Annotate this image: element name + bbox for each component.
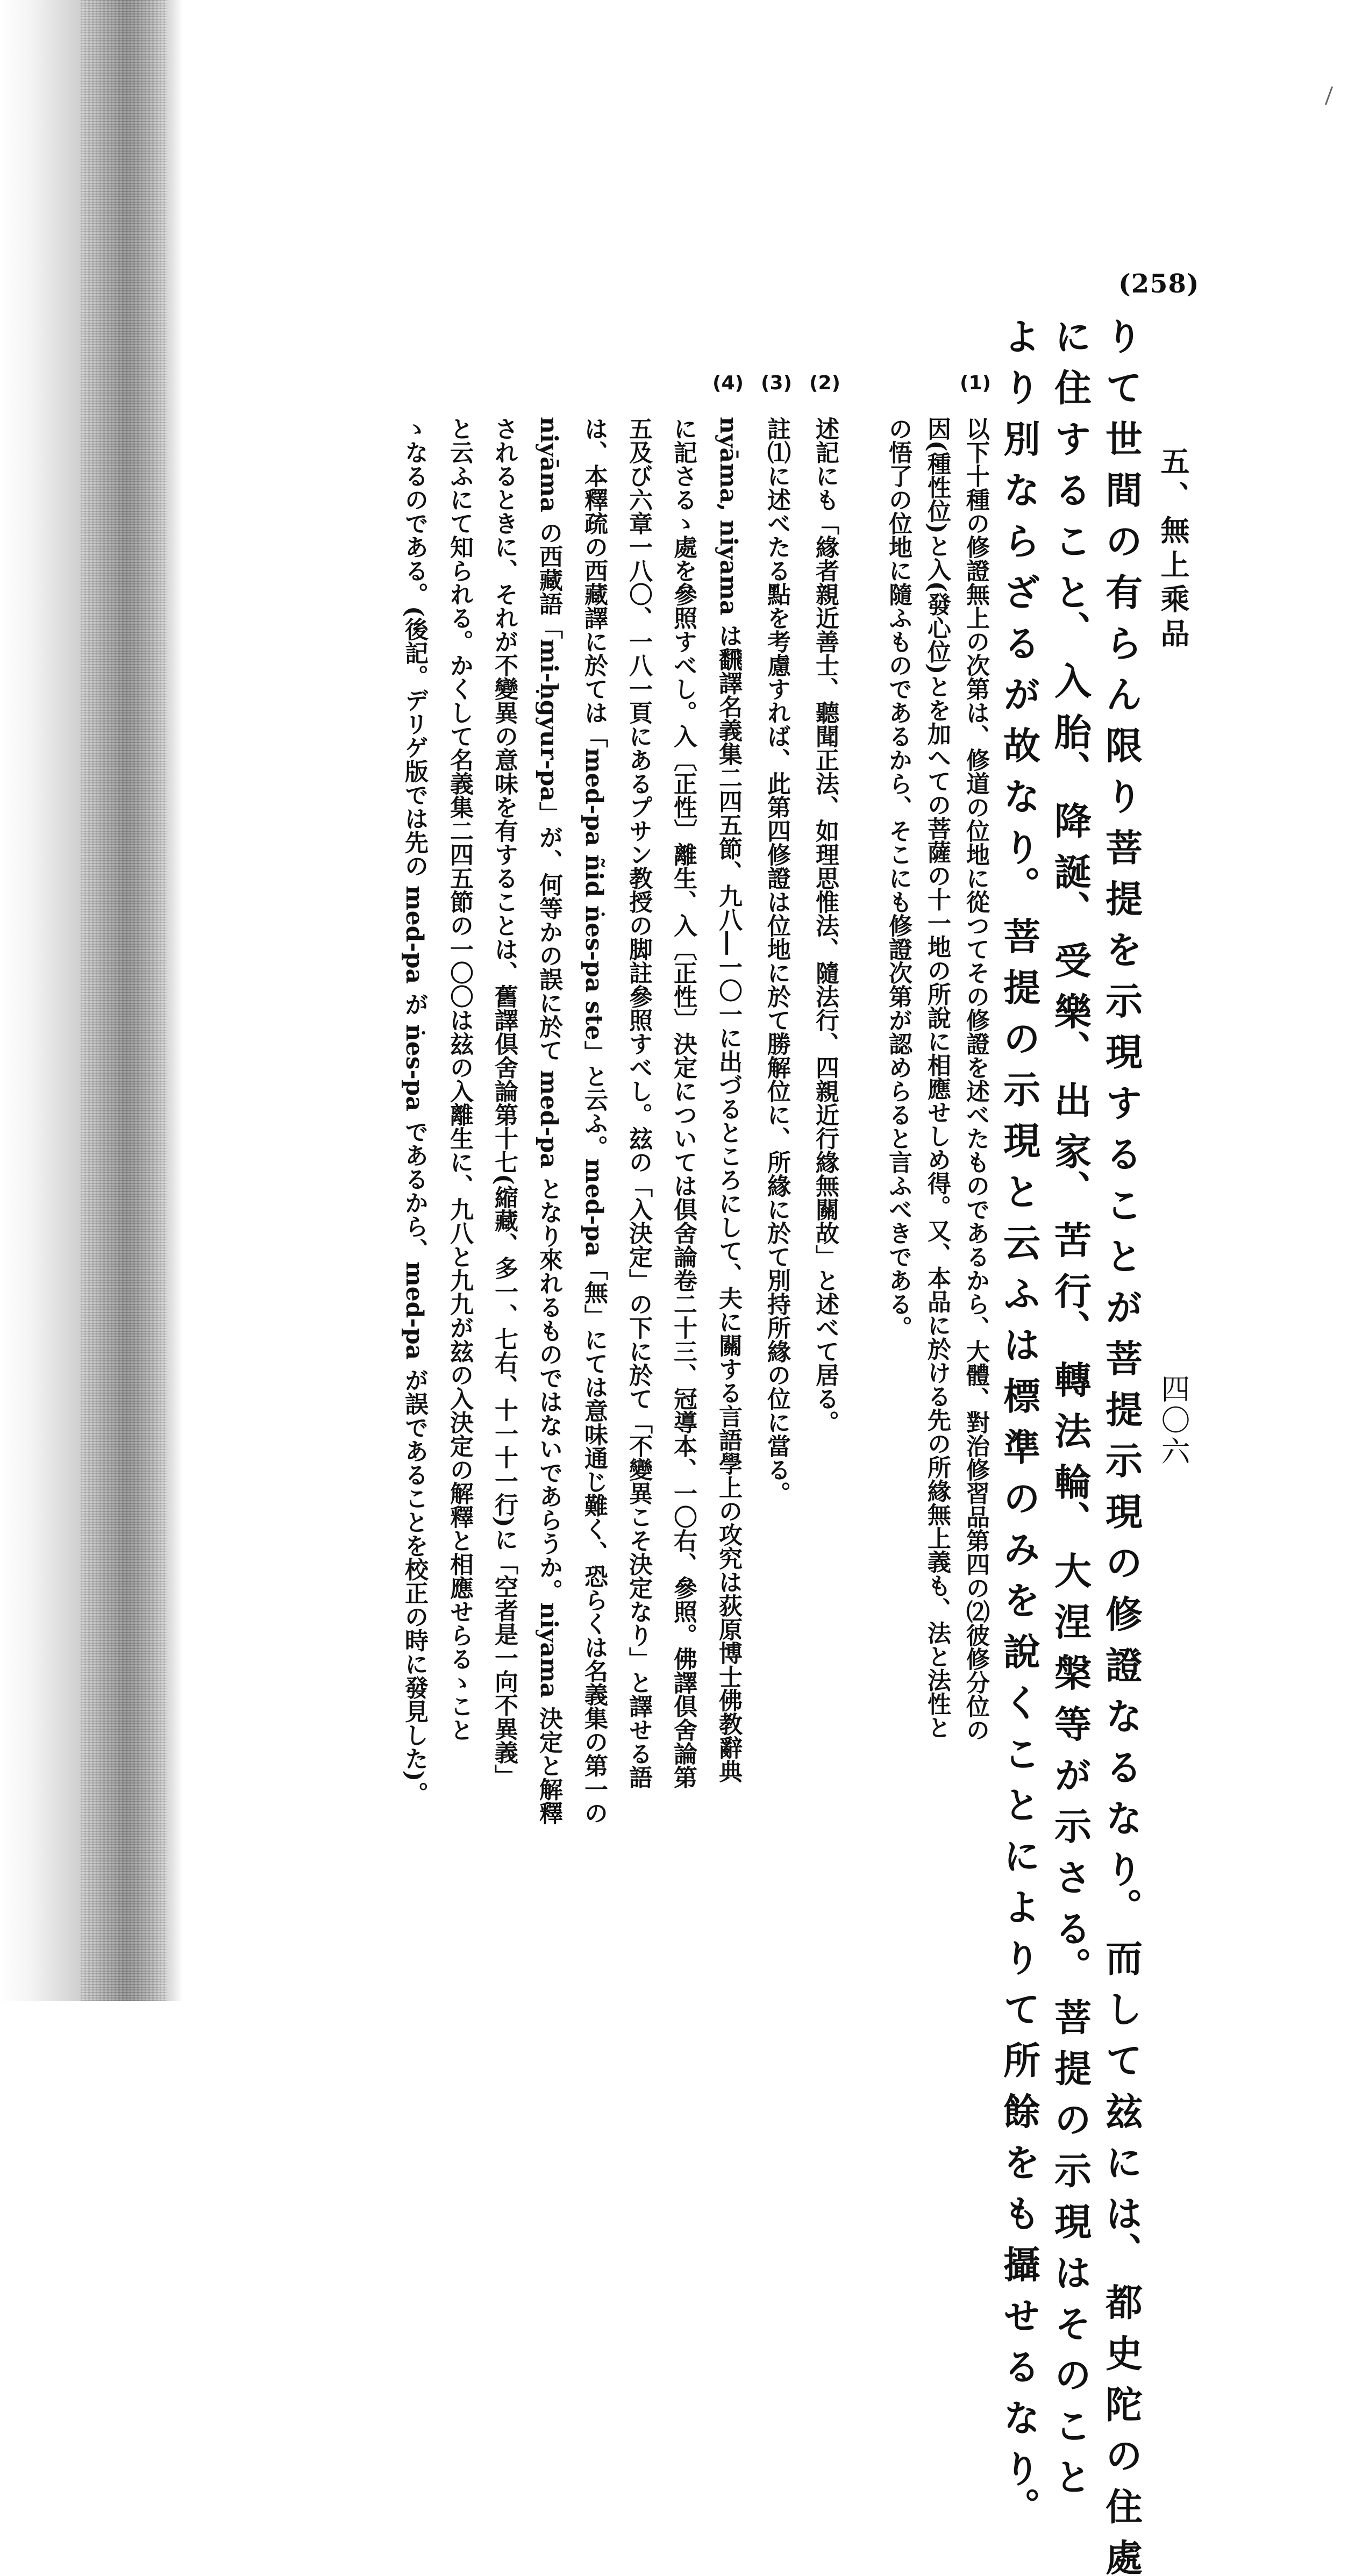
note-3-line-1: 註⑴に述べたる點を考慮すれば、此第四修證は位地に於て勝解位に、所緣に於て別持所緣の位に當る。 bbox=[763, 417, 790, 1505]
note-4-line-3: 五及び六章一八〇、一八一頁にあるプサン教授の脚註參照すべし。玆の「入決定」の下に於て「不變異こそ決定なり」と譯せる語 bbox=[625, 417, 652, 1789]
note-marker-2: (2) bbox=[809, 372, 840, 394]
stray-mark bbox=[1325, 87, 1333, 105]
note-marker-1: (1) bbox=[960, 372, 991, 394]
note-4-line-8: ゝなるのである。(後記。デリゲ版では先の med-pa が ṅes-pa であるから、med-pa が誤であることを校正の時に發見した)。 bbox=[401, 417, 428, 1806]
chapter-title: 五、無上乘品 bbox=[1156, 446, 1190, 653]
note-4-line-4: は、本釋疏の西藏譯に於ては「med-pa ñid ṅes-pa ste」と云ふ。med-pa「無」にては意味通じ難く、恐らくは名義集の第一の bbox=[580, 417, 608, 1825]
note-1-line-3: の悟了の位地に隨ふものであるから、そこにも修證次第が認めらると言ふべきである。 bbox=[885, 417, 912, 1339]
note-2-line-1: 述記にも「緣者親近善士、聽聞正法、如理思惟法、隨法行、四親近行緣無關故」と述べて居る。 bbox=[811, 417, 839, 1434]
note-4-line-6: されるときに、それが不變異の意味を有することは、舊譯倶舍論第十七(縮藏、多一、七右、十一十一行)に「空者是一向不異義」 bbox=[490, 417, 518, 1788]
main-text-line-2: に 住 す る こ と、 入 胎、 降 誕、 受 樂、 出 家、 苦 行、 轉 法 輪、 大 涅 槃 等 が 示 さ る。 菩 提 の 示 現 は そ の こ と bbox=[1048, 317, 1092, 2495]
note-marker-3: (3) bbox=[761, 372, 792, 394]
note-4-line-5: niyāma の西藏語「mi-ḥgyur-pa」が、何等かの誤に於て med-pa となり來れるものではないであらうか。niyama 決定と解釋 bbox=[535, 417, 562, 1825]
note-1-line-2: 因(種性位)と入(發心位)とを加へての菩薩の十一地の所說に相應せしめ得。又、本品に於ける先の所緣無上義も、法と法性と bbox=[923, 417, 951, 1739]
note-4-line-2: に記さるゝ處を參照すべし。入〔正性〕離生、入〔正性〕決定については倶舍論卷二十三、冠導本、一〇右、參照。佛譯倶舍論第 bbox=[669, 417, 697, 1789]
note-4-line-1: nyāma, niyama は飜譯名義集二四五節、九八―一〇一に出づるところにして、夫に關する言語學上の攻究は荻原博士佛教辭典 bbox=[715, 417, 742, 1783]
page-number: (258) bbox=[1118, 269, 1200, 299]
scan-gutter-noise bbox=[81, 0, 167, 2001]
note-marker-4: (4) bbox=[712, 372, 744, 394]
main-text-line-3: よ り 別 な ら ざ る が 故 な り。 菩 提 の 示 現 と 云 ふ は 標 準 の み を 說 く こ と に よ り て 所 餘 を も 攝 せ る な り。 bbox=[997, 317, 1040, 2525]
note-1-line-1: 以下十種の修證無上の次第は、修道の位地に從つてその修證を述べたものであるから、大體、對治修習品第四の⑵彼修分位の bbox=[962, 417, 989, 1742]
page-number-kanji: 四〇六 bbox=[1157, 1374, 1190, 1467]
note-4-line-7: と云ふにて知られる。かくして名義集二四五節の一〇〇は玆の入離生に、九八と九九が玆の入決定の解釋と相應せらるゝこと bbox=[446, 417, 473, 1742]
main-text-line-1: り て 世 間 の 有 ら ん 限 り 菩 提 を 示 現 す る こ と が 菩 提 示 現 の 修 證 な る な り。 而 し て 玆 に は、 都 史 陀 の 住 處 bbox=[1099, 317, 1143, 2576]
